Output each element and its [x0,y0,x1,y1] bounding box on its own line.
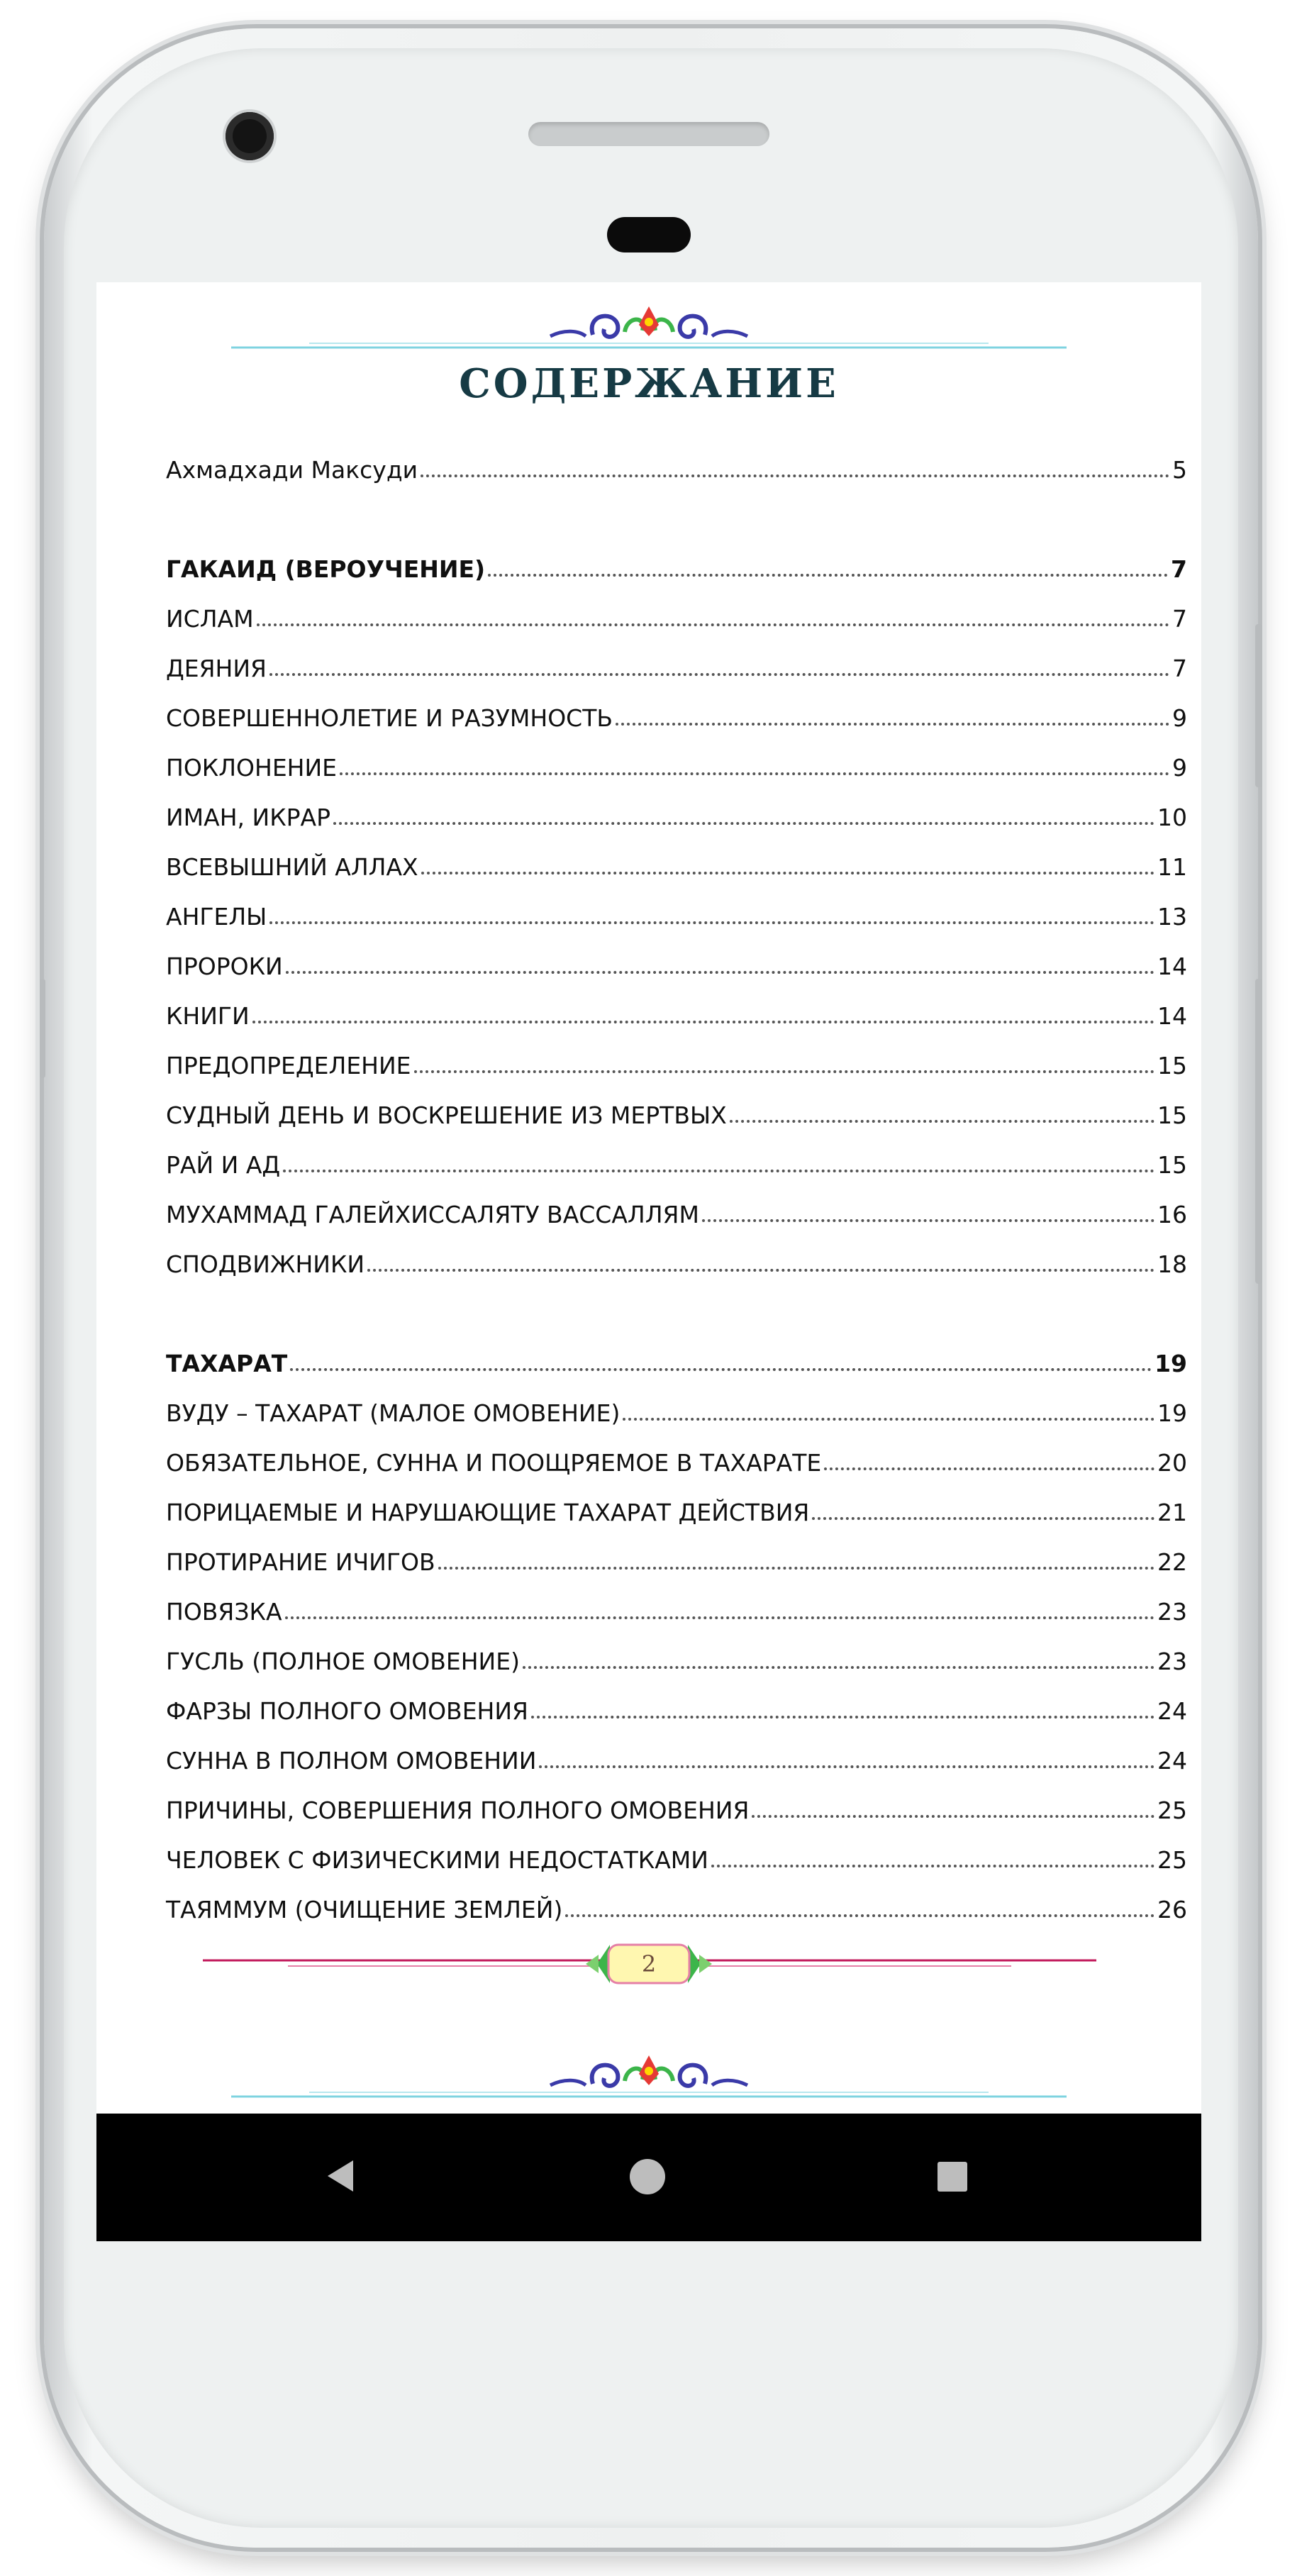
toc-entry-label: КНИГИ [166,1002,250,1030]
toc-section-heading[interactable] [166,533,1187,583]
proximity-sensor [607,217,691,252]
toc-entry[interactable] [166,1725,1187,1775]
dot-leader [616,723,1169,726]
toc-entry[interactable] [166,633,1187,682]
toc-entry-label: ТАЯММУМ (ОЧИЩЕНИЕ ЗЕМЛЕЙ) [166,1896,563,1923]
toc-entry-label: ВСЕВЫШНИЙ АЛЛАХ [166,853,418,881]
dot-leader [623,1418,1154,1421]
toc-entry[interactable] [166,1228,1187,1278]
home-circle-icon[interactable] [630,2159,665,2194]
toc-entry[interactable] [166,1030,1187,1079]
toc-entry-page: 10 [1157,804,1187,831]
toc-entry-label: ДЕЯНИЯ [166,655,267,682]
toc-section-heading[interactable] [166,1328,1187,1377]
toc-entry-label: ВУДУ – ТАХАРАТ (МАЛОЕ ОМОВЕНИЕ) [166,1399,621,1427]
toc-entry[interactable] [166,831,1187,881]
toc-entry[interactable] [166,1427,1187,1477]
recents-square-icon[interactable] [937,2162,967,2192]
dot-leader [438,1567,1154,1570]
front-camera-icon [226,112,274,160]
dot-leader [824,1467,1154,1470]
toc-entry-page: 18 [1157,1250,1187,1278]
toc-entry[interactable] [166,1675,1187,1725]
dot-leader [523,1666,1154,1669]
toc-entry[interactable] [166,434,1187,484]
toc-entry-label: ИСЛАМ [166,605,254,633]
toc-entry-page: 9 [1172,704,1187,732]
toc-entry-label: ИМАН, ИКРАР [166,804,331,831]
toc-entry-label: МУХАММАД ГАЛЕЙХИССАЛЯТУ ВАССАЛЛЯМ [166,1201,699,1228]
toc-entry-page: 24 [1157,1697,1187,1725]
page-title: СОДЕРЖАНИЕ [459,360,839,407]
bottom-ornament-icon [96,2045,1201,2102]
power-button[interactable] [1255,979,1262,1284]
dot-leader [286,971,1154,974]
toc-entry-label: СУННА В ПОЛНОМ ОМОВЕНИИ [166,1747,537,1775]
toc-entry-page: 19 [1157,1399,1187,1427]
dot-leader [257,623,1169,626]
toc-entry-page: 15 [1157,1151,1187,1179]
dot-leader [414,1070,1154,1073]
table-of-contents [166,434,1187,1923]
toc-entry-page: 13 [1157,903,1187,931]
toc-entry-page: 5 [1172,456,1187,484]
toc-entry[interactable] [166,1775,1187,1824]
toc-entry[interactable] [166,682,1187,732]
toc-entry[interactable] [166,980,1187,1030]
toc-entry-label: АНГЕЛЫ [166,903,267,931]
back-triangle-icon[interactable] [328,2160,353,2192]
toc-entry-label: СОВЕРШЕННОЛЕТИЕ И РАЗУМНОСТЬ [166,704,613,732]
dot-leader [812,1517,1154,1520]
toc-entry[interactable] [166,1377,1187,1427]
toc-entry[interactable] [166,1477,1187,1526]
phone-screen [96,282,1201,2241]
toc-entry[interactable] [166,931,1187,980]
dot-leader [752,1815,1154,1818]
page-number: 2 [641,1950,657,1977]
dot-leader [421,474,1169,477]
toc-entry-page: 7 [1171,555,1187,583]
dot-leader [730,1120,1154,1123]
toc-entry-page: 14 [1157,1002,1187,1030]
toc-entry[interactable] [166,1129,1187,1179]
toc-entry-page: 25 [1157,1797,1187,1824]
top-ornament-icon [96,296,1201,353]
toc-entry-label: СПОДВИЖНИКИ [166,1250,365,1278]
toc-entry-page: 9 [1172,754,1187,782]
toc-entry[interactable] [166,881,1187,931]
toc-entry-page: 15 [1157,1101,1187,1129]
toc-entry-page: 26 [1157,1896,1187,1923]
toc-entry-label: РАЙ И АД [166,1151,281,1179]
toc-entry-label: ПОВЯЗКА [166,1598,282,1626]
dot-leader [285,1616,1154,1619]
toc-entry-page: 21 [1157,1499,1187,1526]
dot-leader [290,1368,1152,1371]
toc-entry-label: ТАХАРАТ [166,1350,288,1377]
dot-leader [702,1219,1154,1222]
toc-entry-label: СУДНЫЙ ДЕНЬ И ВОСКРЕШЕНИЕ ИЗ МЕРТВЫХ [166,1101,727,1129]
toc-entry-label: ПОРИЦАЕМЫЕ И НАРУШАЮЩИЕ ТАХАРАТ ДЕЙСТВИЯ [166,1499,810,1526]
toc-entry-label: ПОКЛОНЕНИЕ [166,754,338,782]
toc-entry-page: 24 [1157,1747,1187,1775]
toc-entry-label: ЧЕЛОВЕК С ФИЗИЧЕСКИМИ НЕДОСТАТКАМИ [166,1846,708,1874]
dot-leader [539,1765,1154,1768]
dot-leader [269,921,1154,924]
toc-entry-page: 7 [1172,605,1187,633]
dot-leader [421,872,1154,875]
toc-entry[interactable] [166,1526,1187,1576]
toc-entry-page: 14 [1157,953,1187,980]
toc-entry-label: ОБЯЗАТЕЛЬНОЕ, СУННА И ПООЩРЯЕМОЕ В ТАХАРАТЕ [166,1449,822,1477]
toc-entry-page: 19 [1154,1350,1187,1377]
toc-entry-page: 25 [1157,1846,1187,1874]
dot-leader [565,1914,1154,1917]
dot-leader [283,1170,1154,1172]
toc-spacer [166,484,1187,533]
toc-entry-label: Ахмадхади Максуди [166,456,418,484]
navigation-bar [96,2114,1201,2241]
toc-entry[interactable] [166,782,1187,831]
dot-leader [340,772,1169,775]
toc-entry-label: ПРОРОКИ [166,953,283,980]
dot-leader [367,1269,1154,1272]
toc-entry[interactable] [166,1824,1187,1874]
toc-entry-page: 23 [1157,1648,1187,1675]
dot-leader [711,1865,1154,1867]
dot-leader [269,673,1169,676]
toc-entry-page: 22 [1157,1548,1187,1576]
toc-entry-label: ПРЕДОПРЕДЕЛЕНИЕ [166,1052,411,1079]
toc-entry[interactable] [166,732,1187,782]
toc-entry-label: ПРОТИРАНИЕ ИЧИГОВ [166,1548,435,1576]
toc-entry-label: ФАРЗЫ ПОЛНОГО ОМОВЕНИЯ [166,1697,528,1725]
toc-entry-page: 20 [1157,1449,1187,1477]
toc-entry[interactable] [166,1874,1187,1923]
toc-entry[interactable] [166,1179,1187,1228]
earpiece-speaker [528,122,769,146]
toc-entry-label: ГУСЛЬ (ПОЛНОЕ ОМОВЕНИЕ) [166,1648,520,1675]
toc-entry[interactable] [166,1079,1187,1129]
toc-entry-label: ГАКАИД (ВЕРОУЧЕНИЕ) [166,555,486,583]
toc-entry-page: 23 [1157,1598,1187,1626]
dot-leader [531,1716,1154,1719]
toc-entry-page: 15 [1157,1052,1187,1079]
toc-entry-page: 7 [1172,655,1187,682]
toc-entry[interactable] [166,583,1187,633]
toc-entry-label: ПРИЧИНЫ, СОВЕРШЕНИЯ ПОЛНОГО ОМОВЕНИЯ [166,1797,750,1824]
dot-leader [488,574,1168,577]
toc-entry-page: 11 [1157,853,1187,881]
toc-entry[interactable] [166,1576,1187,1626]
toc-entry-page: 16 [1157,1201,1187,1228]
toc-entry[interactable] [166,1626,1187,1675]
dot-leader [333,822,1154,825]
left-side-button [40,979,45,1078]
volume-button[interactable] [1255,624,1262,787]
dot-leader [252,1021,1154,1023]
toc-spacer [166,1278,1187,1328]
